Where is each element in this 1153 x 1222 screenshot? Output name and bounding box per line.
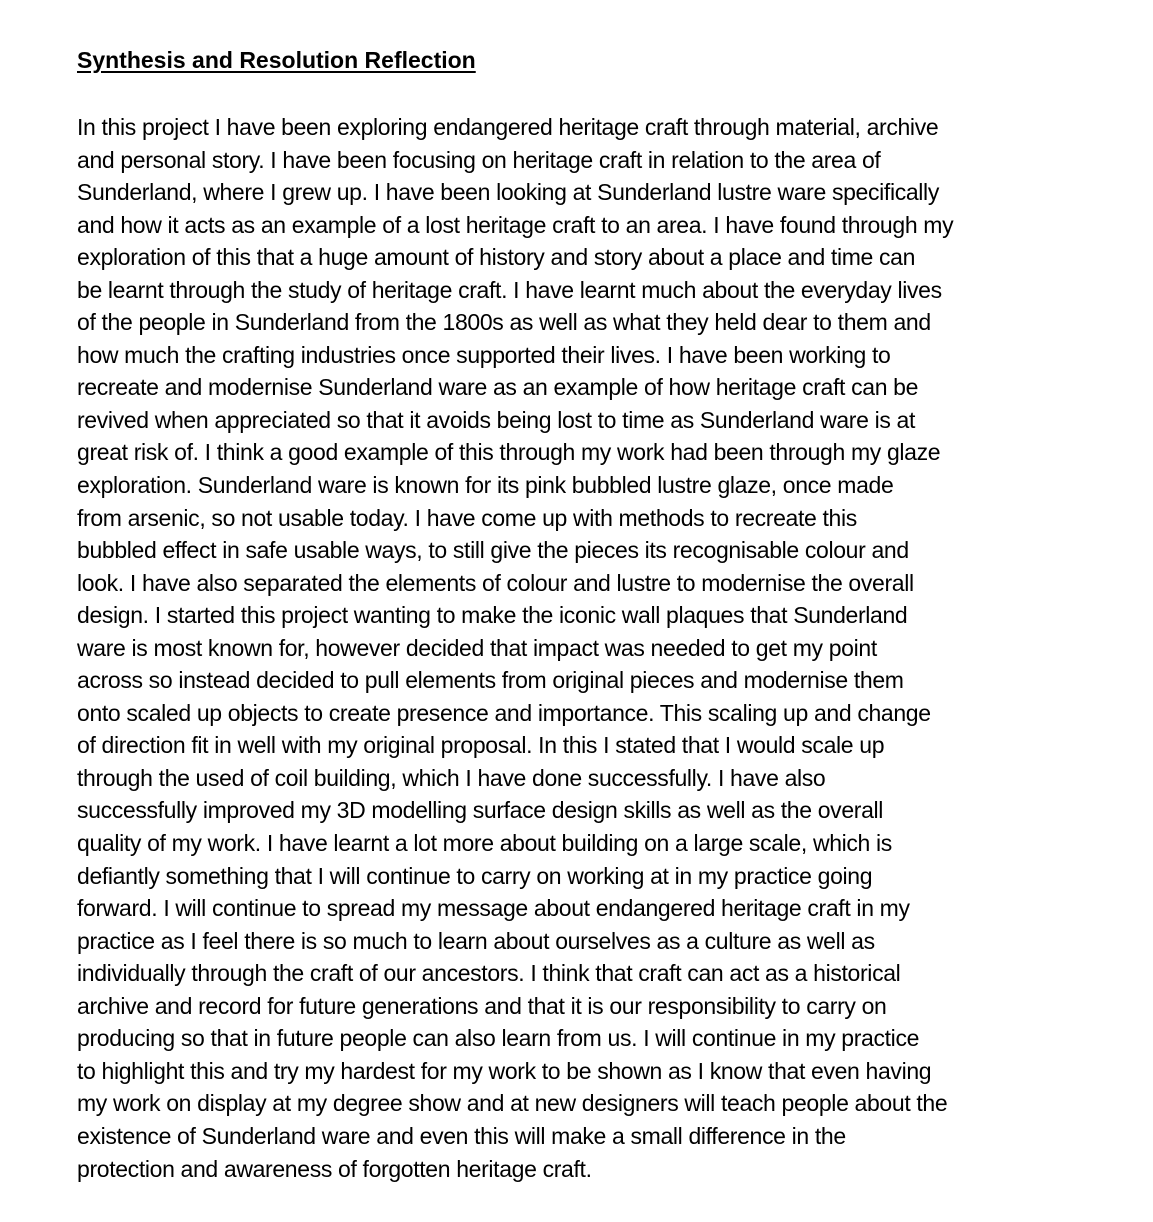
- paragraph-line: producing so that in future people can also learn from us. I will continue in my practice: [77, 1025, 920, 1052]
- document-page: [77, 44, 1087, 1185]
- paragraph-line: my work on display at my degree show and at new designers will teach people about the: [77, 1090, 948, 1117]
- paragraph-line: In this project I have been exploring endangered heritage craft through material, archive: [77, 114, 939, 140]
- paragraph-line: recreate and modernise Sunderland ware as an example of how heritage craft can be: [77, 374, 919, 401]
- paragraph-line: defiantly something that I will continue to carry on working at in my practice going: [77, 862, 873, 889]
- paragraph-line: of the people in Sunderland from the 1800s as well as what they held dear to them and: [77, 309, 931, 336]
- paragraph-line: and personal story. I have been focusing on heritage craft in relation to the area of: [77, 146, 881, 173]
- paragraph-line: be learnt through the study of heritage craft. I have learnt much about the everyday lives: [77, 276, 942, 303]
- paragraph-line: exploration. Sunderland ware is known for its pink bubbled lustre glaze, once made: [77, 472, 894, 499]
- paragraph-line: archive and record for future generations and that it is our responsibility to carry on: [77, 992, 887, 1019]
- paragraph-line: across so instead decided to pull elements from original pieces and modernise them: [77, 667, 904, 694]
- paragraph-line: bubbled effect in safe usable ways, to still give the pieces its recognisable colour and: [77, 537, 909, 564]
- paragraph-line: to highlight this and try my hardest for my work to be shown as I know that even having: [77, 1057, 932, 1084]
- reflection-paragraph: [77, 111, 1087, 1185]
- paragraph-line: Sunderland, where I grew up. I have been looking at Sunderland lustre ware specifically: [77, 179, 939, 206]
- paragraph-line: look. I have also separated the elements of colour and lustre to modernise the overall: [77, 569, 914, 596]
- document-title: Synthesis and Resolution Reflection: [77, 47, 476, 73]
- paragraph-line: of direction fit in well with my original proposal. In this I stated that I would scale up: [77, 732, 885, 759]
- paragraph-line: ware is most known for, however decided that impact was needed to get my point: [77, 634, 877, 661]
- paragraph-line: successfully improved my 3D modelling surface design skills as well as the overall: [77, 797, 884, 824]
- paragraph-line: protection and awareness of forgotten heritage craft.: [77, 1155, 592, 1182]
- paragraph-line: great risk of. I think a good example of this through my work had been through my glaze: [77, 439, 941, 466]
- paragraph-line: forward. I will continue to spread my message about endangered heritage craft in my: [77, 895, 910, 922]
- paragraph-line: design. I started this project wanting to make the iconic wall plaques that Sunderland: [77, 602, 908, 629]
- paragraph-line: through the used of coil building, which I have done successfully. I have also: [77, 764, 826, 791]
- paragraph-line: revived when appreciated so that it avoids being lost to time as Sunderland ware is at: [77, 406, 916, 433]
- paragraph-line: onto scaled up objects to create presence and importance. This scaling up and change: [77, 699, 931, 726]
- paragraph-line: existence of Sunderland ware and even this will make a small difference in the: [77, 1122, 846, 1149]
- paragraph-line: practice as I feel there is so much to learn about ourselves as a culture as well as: [77, 927, 875, 954]
- paragraph-line: quality of my work. I have learnt a lot more about building on a large scale, which is: [77, 830, 892, 857]
- paragraph-line: and how it acts as an example of a lost heritage craft to an area. I have found through my: [77, 211, 954, 238]
- paragraph-line: individually through the craft of our ancestors. I think that craft can act as a historical: [77, 960, 901, 987]
- paragraph-line: exploration of this that a huge amount of history and story about a place and time can: [77, 244, 916, 271]
- paragraph-line: how much the crafting industries once supported their lives. I have been working to: [77, 341, 891, 368]
- paragraph-line: from arsenic, so not usable today. I have come up with methods to recreate this: [77, 504, 857, 531]
